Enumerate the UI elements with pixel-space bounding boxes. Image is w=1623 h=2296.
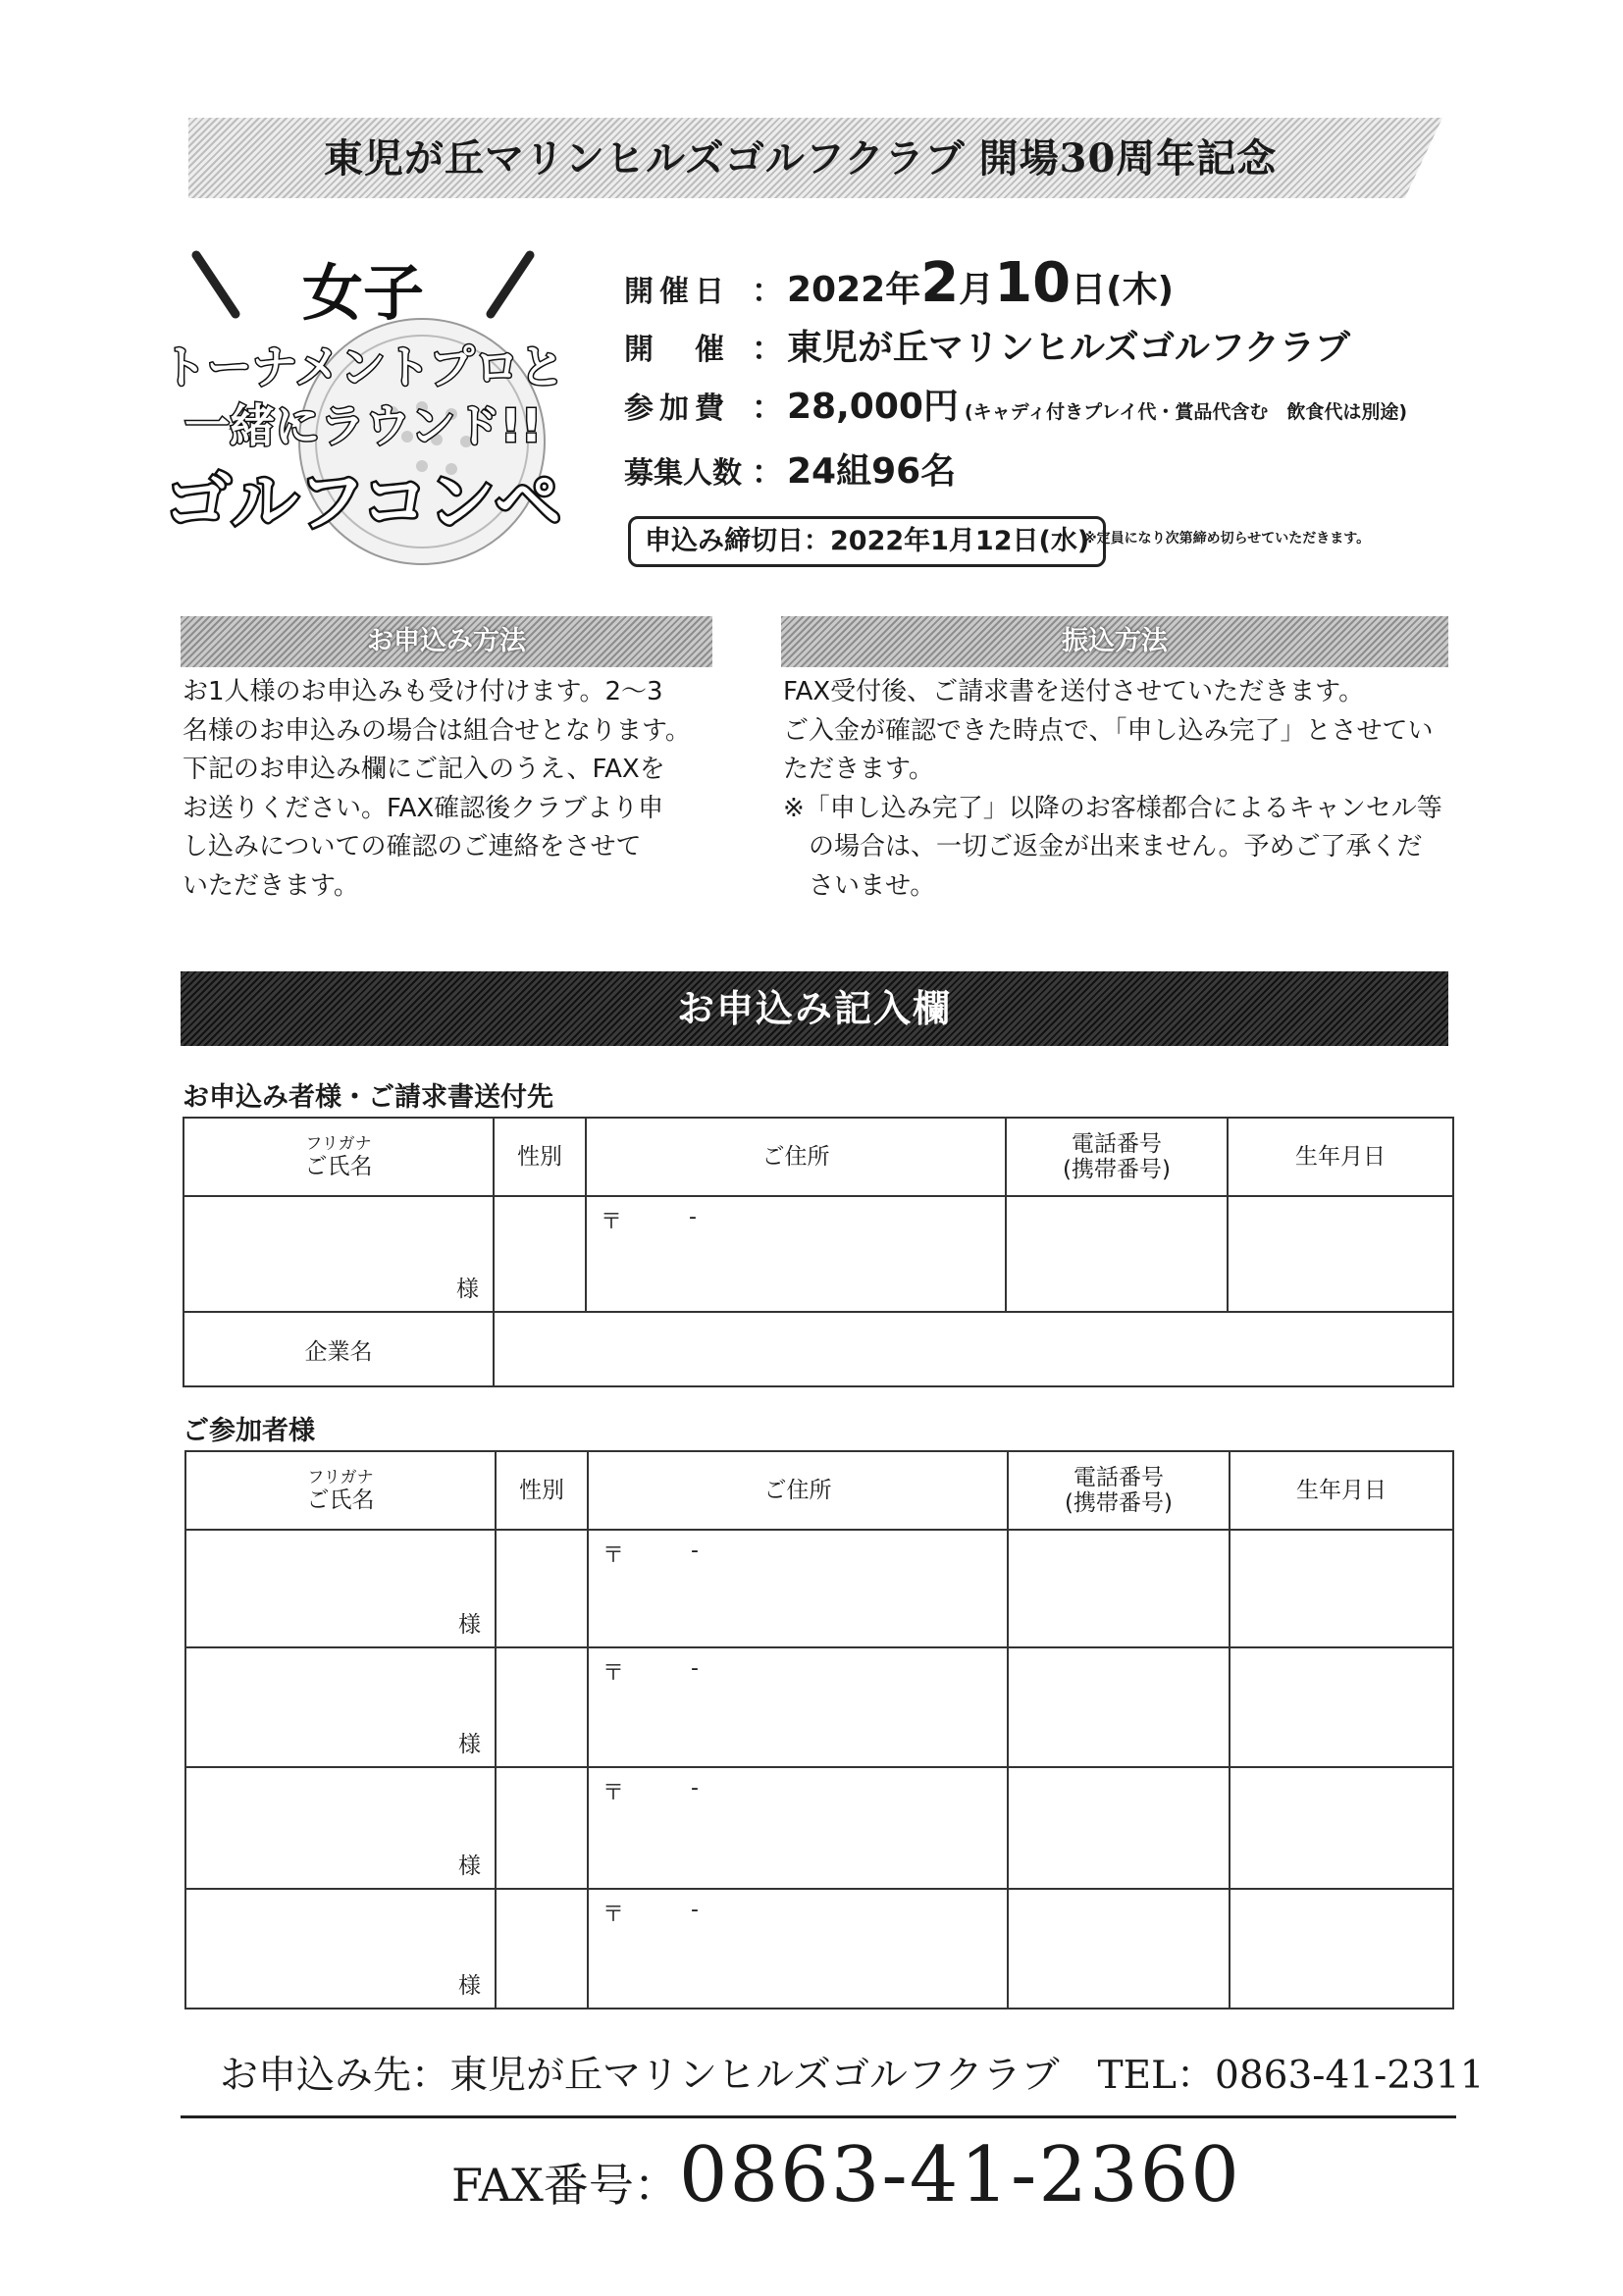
col-gender: 性別 xyxy=(496,1451,588,1530)
apply-method-heading: お申込み方法 xyxy=(181,616,712,667)
table-header-row xyxy=(185,1451,1453,1530)
name-field[interactable]: 様 xyxy=(185,1530,496,1647)
event-fee-row: 参加費 ： 28,000円 (キャディ付きプレイ代・賞品代含む 飲食代は別途) xyxy=(624,375,1407,440)
form-heading: お申込み記入欄 xyxy=(181,971,1448,1046)
apply-method-text: お1人様のお申込みも受け付けます。2～3 名様のお申込みの場合は組合せとなります。 下記のお申込み欄にご記入のうえ、FAXを お送りください。FAX確認後クラブより申 し込みについての確認のご連絡をさせて いただきます。 xyxy=(183,677,691,901)
company-field[interactable] xyxy=(494,1312,1453,1386)
gender-field[interactable] xyxy=(496,1889,588,2009)
fee-note: (キャディ付きプレイ代・賞品代含む 飲食代は別途) xyxy=(964,401,1408,423)
birthdate-field[interactable] xyxy=(1230,1530,1453,1647)
gender-field[interactable] xyxy=(496,1767,588,1889)
gender-field[interactable] xyxy=(496,1647,588,1767)
col-address: ご住所 xyxy=(588,1451,1008,1530)
logo-line3: 一緒にラウンド!! xyxy=(184,399,542,452)
participants-heading: ご参加者様 xyxy=(183,1416,315,1446)
date-label: 開催日 xyxy=(624,275,730,309)
fax-label: FAX番号： xyxy=(451,2159,679,2212)
event-date-row: 開催日 ： 2022年2月10日(木) xyxy=(624,251,1174,316)
col-birthdate: 生年月日 xyxy=(1228,1118,1453,1196)
name-field[interactable]: 様 xyxy=(185,1767,496,1889)
logo-line2: トーナメントプロと xyxy=(167,340,565,393)
col-gender: 性別 xyxy=(494,1118,586,1196)
table-header-row xyxy=(183,1118,1453,1196)
date-year: 2022年 xyxy=(787,270,921,310)
address-field[interactable]: 〒 - xyxy=(588,1647,1008,1767)
address-field[interactable]: 〒 - xyxy=(586,1196,1006,1312)
fax-number: 0863-41-2360 xyxy=(678,2131,1241,2219)
name-field[interactable]: 様 xyxy=(183,1196,494,1312)
address-field[interactable]: 〒 - xyxy=(588,1767,1008,1889)
fee-label: 参加費 xyxy=(624,391,730,426)
capacity-label: 募集人数 xyxy=(624,456,742,491)
applicant-heading: お申込み者様・ご請求書送付先 xyxy=(183,1082,553,1113)
address-field[interactable]: 〒 - xyxy=(588,1530,1008,1647)
table-row xyxy=(185,1530,1453,1647)
date-day: 10 xyxy=(994,251,1072,315)
col-name: フリガナ ご氏名 xyxy=(185,1451,496,1530)
event-logo xyxy=(167,245,599,569)
event-venue-row: 開 催 ： 東児が丘マリンヒルズゴルフクラブ xyxy=(624,316,1350,381)
phone-field[interactable] xyxy=(1008,1647,1230,1767)
gender-field[interactable] xyxy=(496,1530,588,1647)
col-phone: 電話番号 (携帯番号) xyxy=(1008,1451,1230,1530)
company-label: 企業名 xyxy=(183,1312,494,1386)
deadline-note: ※定員になり次第締め切らせていただきます。 xyxy=(1083,531,1371,547)
address-field[interactable]: 〒 - xyxy=(588,1889,1008,2009)
birthdate-field[interactable] xyxy=(1230,1767,1453,1889)
col-address: ご住所 xyxy=(586,1118,1006,1196)
gender-field[interactable] xyxy=(494,1196,586,1312)
fee-value: 28,000円 xyxy=(787,387,959,427)
date-month: 2 xyxy=(920,251,960,315)
fax-info xyxy=(451,2121,1241,2229)
payment-method-heading: 振込方法 xyxy=(781,616,1448,667)
applicant-table xyxy=(183,1117,1454,1387)
contact-info: お申込み先：東児が丘マリンヒルズゴルフクラブ TEL：0863-41-2311 xyxy=(220,2054,1485,2098)
name-field[interactable]: 様 xyxy=(185,1889,496,2009)
table-row xyxy=(185,1889,1453,2009)
venue-label: 開 催 xyxy=(624,333,730,367)
birthdate-field[interactable] xyxy=(1228,1196,1453,1312)
event-capacity-row: 募集人数 ： 24組96名 xyxy=(624,440,956,504)
phone-field[interactable] xyxy=(1006,1196,1228,1312)
venue-value: 東児が丘マリンヒルズゴルフクラブ xyxy=(787,328,1350,368)
phone-field[interactable] xyxy=(1008,1889,1230,2009)
company-row xyxy=(183,1312,1453,1386)
birthdate-field[interactable] xyxy=(1230,1889,1453,2009)
table-row xyxy=(185,1767,1453,1889)
deadline-box: 申込み締切日：2022年1月12日(水) xyxy=(628,516,1106,567)
footer-divider xyxy=(181,2115,1456,2118)
table-row xyxy=(185,1647,1453,1767)
banner-title xyxy=(324,131,1384,186)
name-field[interactable]: 様 xyxy=(185,1647,496,1767)
phone-field[interactable] xyxy=(1008,1530,1230,1647)
col-phone: 電話番号 (携帯番号) xyxy=(1006,1118,1228,1196)
payment-method-text: FAX受付後、ご請求書を送付させていただきます。 ご入金が確認できた時点で、「申し込み完了」とさせてい ただきます。 ※「申し込み完了」以降のお客様都合によるキャンセル等 の場合は、一切ご返金が出来ません。予めご了承くだ さいませ。 xyxy=(783,677,1442,901)
phone-field[interactable] xyxy=(1008,1767,1230,1889)
birthdate-field[interactable] xyxy=(1230,1647,1453,1767)
col-birthdate: 生年月日 xyxy=(1230,1451,1453,1530)
golf-ball-emblem xyxy=(167,245,599,569)
club-name: 東児が丘マリンヒルズゴルフクラブ xyxy=(324,136,966,182)
table-row xyxy=(183,1196,1453,1312)
logo-line4: ゴルフコンペ xyxy=(167,464,562,542)
capacity-value: 24組96名 xyxy=(787,451,957,492)
participants-table xyxy=(184,1450,1454,2009)
anniversary-label: 開場30周年記念 xyxy=(978,135,1278,182)
col-name: フリガナ ご氏名 xyxy=(183,1118,494,1196)
logo-line1: 女子 xyxy=(301,257,425,329)
